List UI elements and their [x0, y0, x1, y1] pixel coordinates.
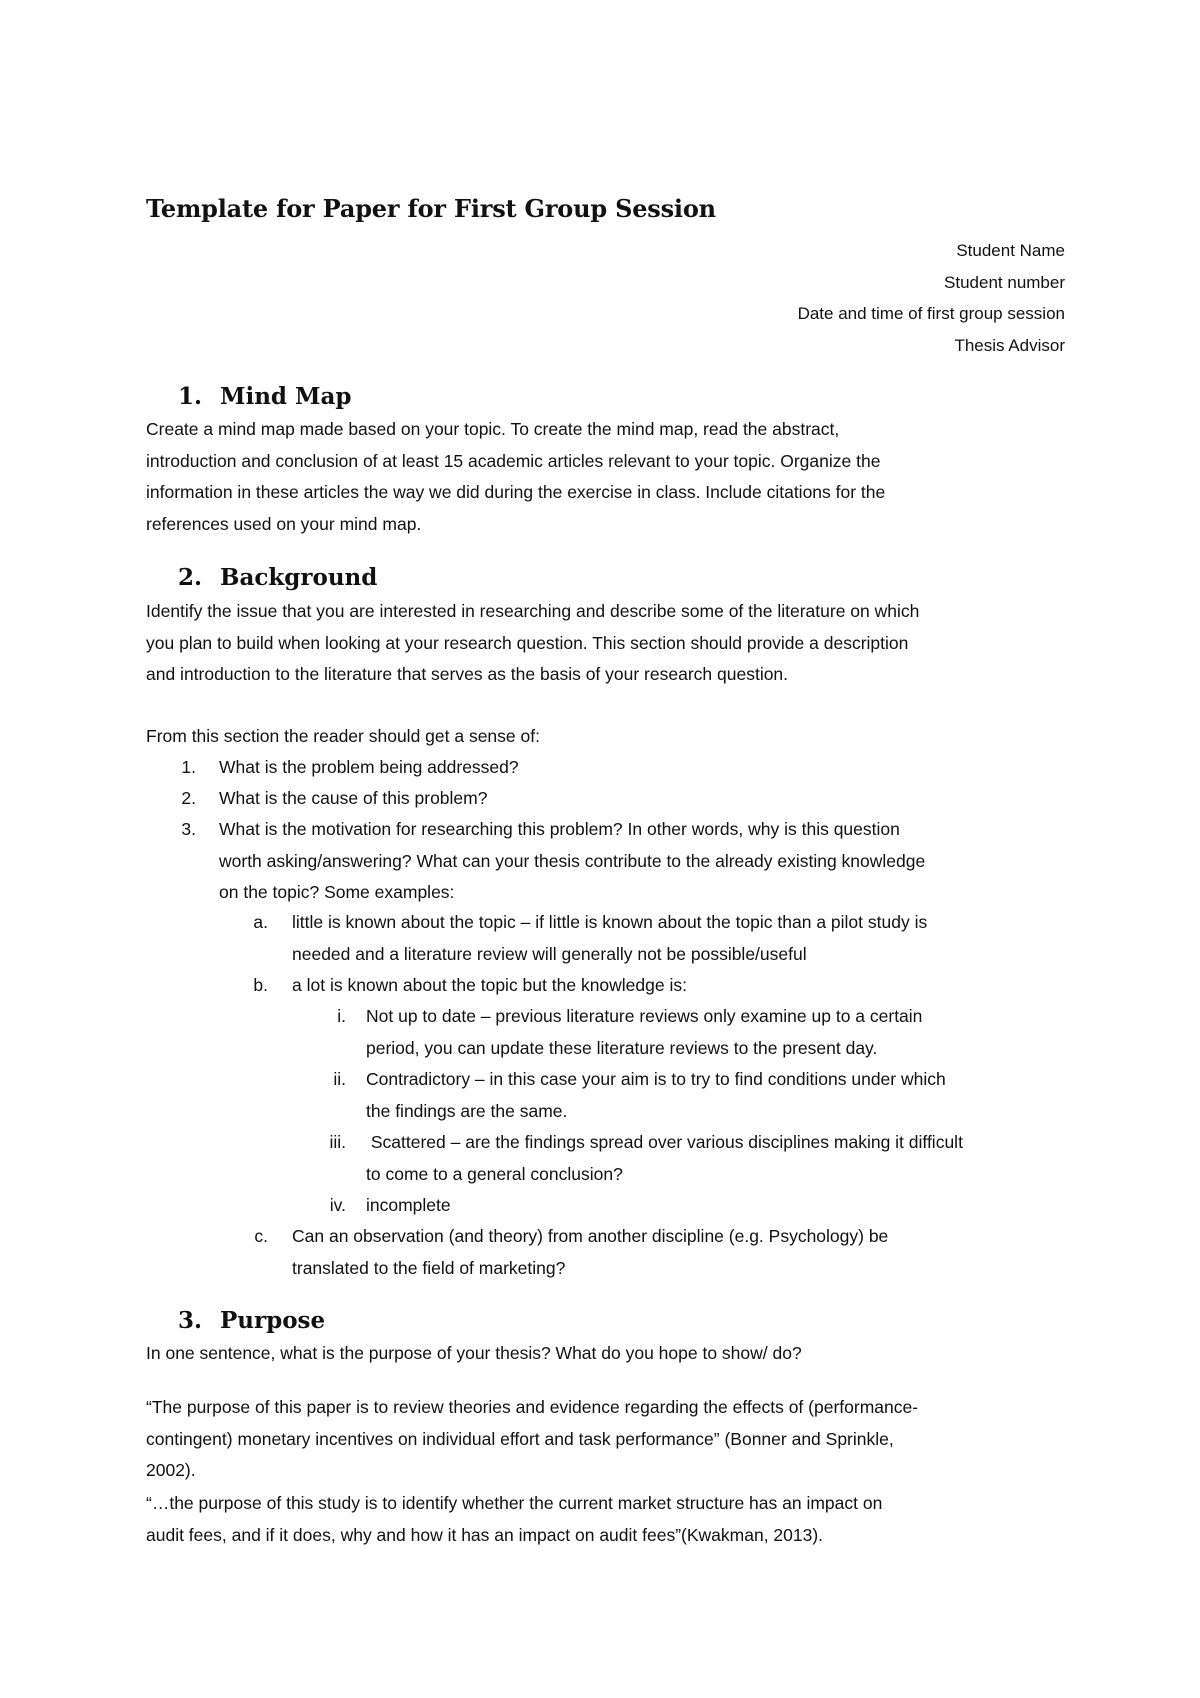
thesis-advisor-label: Thesis Advisor [954, 335, 1065, 355]
list-item-text: the findings are the same. [366, 1100, 568, 1121]
section-title: Background [220, 564, 378, 591]
list-item-text: to come to a general conclusion? [366, 1163, 623, 1184]
document-title: Template for Paper for First Group Session [146, 194, 716, 223]
list-marker: a. [253, 912, 268, 932]
paragraph-line: references used on your mind map. [146, 513, 422, 534]
paragraph-line: Create a mind map made based on your topic. To create the mind map, read the abstract, [146, 419, 840, 439]
sub-list-item [253, 907, 928, 970]
list-marker: iv. [329, 1195, 346, 1215]
paragraph-line: introduction and conclusion of at least 15 academic articles relevant to your topic. Organize the [146, 450, 881, 471]
list-item [181, 814, 926, 909]
paragraph-line: and introduction to the literature that serves as the basis of your research question. [146, 664, 789, 684]
student-info-block [798, 235, 1065, 361]
list-item-text: needed and a literature review will generally not be possible/useful [292, 943, 807, 964]
student-number-label: Student number [944, 272, 1065, 292]
sub-list-item [253, 970, 687, 1002]
paragraph-line: “The purpose of this paper is to review theories and evidence regarding the effects of (performance- [146, 1397, 919, 1417]
purpose-example-quote-2 [146, 1488, 1076, 1551]
sub-sub-list-item [337, 1001, 923, 1064]
sub-sub-list-item [333, 1064, 946, 1127]
list-marker: 2. [181, 788, 196, 808]
section-number: 1. [178, 383, 203, 410]
sub-sub-list-item [329, 1190, 451, 1222]
list-item-text: What is the motivation for researching this problem? In other words, why is this question [219, 819, 900, 839]
list-item-text: Not up to date – previous literature reviews only examine up to a certain [366, 1006, 923, 1026]
session-date-label: Date and time of first group session [797, 304, 1065, 323]
list-marker: c. [254, 1226, 268, 1246]
paragraph-line: audit fees, and if it does, why and how it has an impact on audit fees”(Kwakman, 2013). [146, 1524, 824, 1545]
list-item-text: Scattered – are the findings spread over various disciplines making it difficult [366, 1132, 963, 1152]
list-marker: b. [253, 975, 268, 995]
background-intro: From this section the reader should get a sense of: [146, 726, 540, 746]
paragraph-line: contingent) monetary incentives on individual effort and task performance” (Bonner and Sprinkle, [146, 1428, 894, 1449]
background-paragraph [146, 596, 1076, 691]
section-title: Mind Map [220, 383, 352, 410]
paragraph-line: you plan to build when looking at your research question. This section should provide a description [146, 632, 909, 653]
list-item-text: What is the cause of this problem? [219, 788, 488, 808]
list-item [181, 752, 519, 784]
section-number: 3. [178, 1307, 203, 1334]
list-marker: 1. [181, 757, 196, 777]
paragraph-line: information in these articles the way we did during the exercise in class. Include citations for the [146, 482, 886, 502]
purpose-example-quote-1 [146, 1392, 1076, 1487]
list-item-text: period, you can update these literature reviews to the present day. [366, 1037, 878, 1058]
list-item-text: incomplete [366, 1195, 451, 1215]
list-marker: 3. [181, 819, 196, 839]
student-name-label: Student Name [956, 241, 1065, 260]
list-marker: iii. [329, 1132, 346, 1152]
list-marker: ii. [333, 1069, 346, 1089]
list-item [181, 783, 488, 815]
list-item-text: Can an observation (and theory) from another discipline (e.g. Psychology) be [292, 1226, 889, 1246]
list-item-text: worth asking/answering? What can your thesis contribute to the already existing knowledge [219, 850, 926, 871]
mind-map-paragraph [146, 414, 1076, 540]
list-item-text: translated to the field of marketing? [292, 1257, 566, 1278]
paragraph-line: “…the purpose of this study is to identify whether the current market structure has an impact on [146, 1493, 883, 1513]
purpose-question: In one sentence, what is the purpose of your thesis? What do you hope to show/ do? [146, 1343, 802, 1363]
section-title: Purpose [220, 1307, 326, 1334]
list-item-text: little is known about the topic – if little is known about the topic than a pilot study is [292, 912, 928, 932]
list-marker: i. [337, 1006, 346, 1026]
section-number: 2. [178, 564, 203, 591]
list-item-text: What is the problem being addressed? [219, 757, 519, 777]
paragraph-line: 2002). [146, 1460, 196, 1480]
paragraph-line: Identify the issue that you are interested in researching and describe some of the literature on which [146, 601, 920, 621]
list-item-text: on the topic? Some examples: [219, 882, 455, 902]
sub-sub-list-item [329, 1127, 963, 1190]
list-item-text: Contradictory – in this case your aim is to try to find conditions under which [366, 1069, 946, 1089]
sub-list-item [254, 1221, 889, 1284]
list-item-text: a lot is known about the topic but the knowledge is: [292, 975, 687, 995]
